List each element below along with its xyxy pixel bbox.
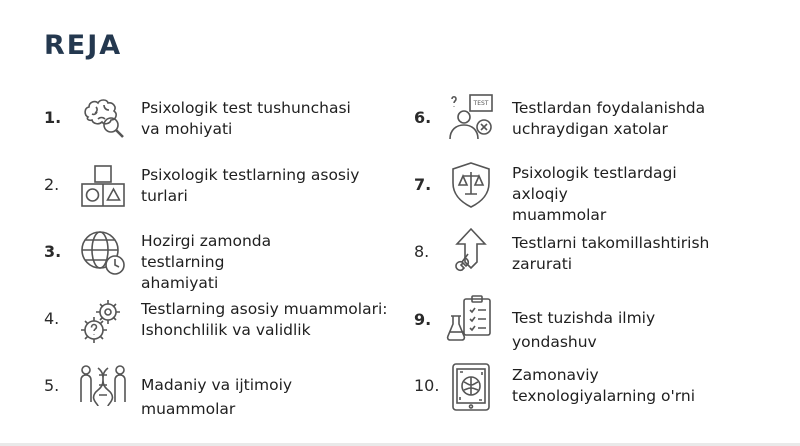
item-number: 1. xyxy=(44,108,62,127)
item-number: 2. xyxy=(44,175,60,194)
shapes-blocks-icon xyxy=(78,162,128,212)
item-text: Psixologik test tushunchasi va mohiyati xyxy=(141,99,351,138)
shield-scales-icon xyxy=(446,160,496,210)
tablet-brain-icon xyxy=(446,362,496,412)
person-test-error-icon xyxy=(446,93,496,143)
item-text: Psixologik testlardagi axloqiy muammolar xyxy=(512,164,677,224)
item-text: Testlardan foydalanishda uchraydigan xatolar xyxy=(512,99,706,138)
item-number: 3. xyxy=(44,242,62,261)
item-number: 6. xyxy=(414,108,432,127)
item-number: 10. xyxy=(414,376,440,395)
gears-question-icon xyxy=(78,296,128,346)
globe-clock-icon xyxy=(78,228,128,278)
item-number: 7. xyxy=(414,175,432,194)
item-number: 5. xyxy=(44,376,60,395)
item-number: 8. xyxy=(414,242,430,261)
brain-magnifier-icon xyxy=(78,93,128,143)
page-title: REJA xyxy=(44,30,123,61)
item-number: 4. xyxy=(44,309,60,328)
people-dna-icon xyxy=(78,362,128,412)
item-text: Psixologik testlarning asosiy turlari xyxy=(141,166,360,205)
item-text: Zamonaviy texnologiyalarning o'rni xyxy=(512,366,696,405)
svg-text:TEST: TEST xyxy=(473,100,489,107)
item-number: 9. xyxy=(414,310,432,329)
item-text: Hozirgi zamonda testlarning ahamiyati xyxy=(141,232,272,292)
item-text: Test tuzishda ilmiy yondashuv xyxy=(512,309,656,351)
item-text: Testlarni takomillashtirish zarurati xyxy=(512,234,710,273)
item-text: Testlarning asosiy muammolari: Ishonchlilik va validlik xyxy=(141,300,388,339)
item-text: Madaniy va ijtimoiy muammolar xyxy=(141,376,293,418)
arrow-wrench-icon xyxy=(446,226,496,276)
flask-checklist-icon xyxy=(446,294,496,344)
